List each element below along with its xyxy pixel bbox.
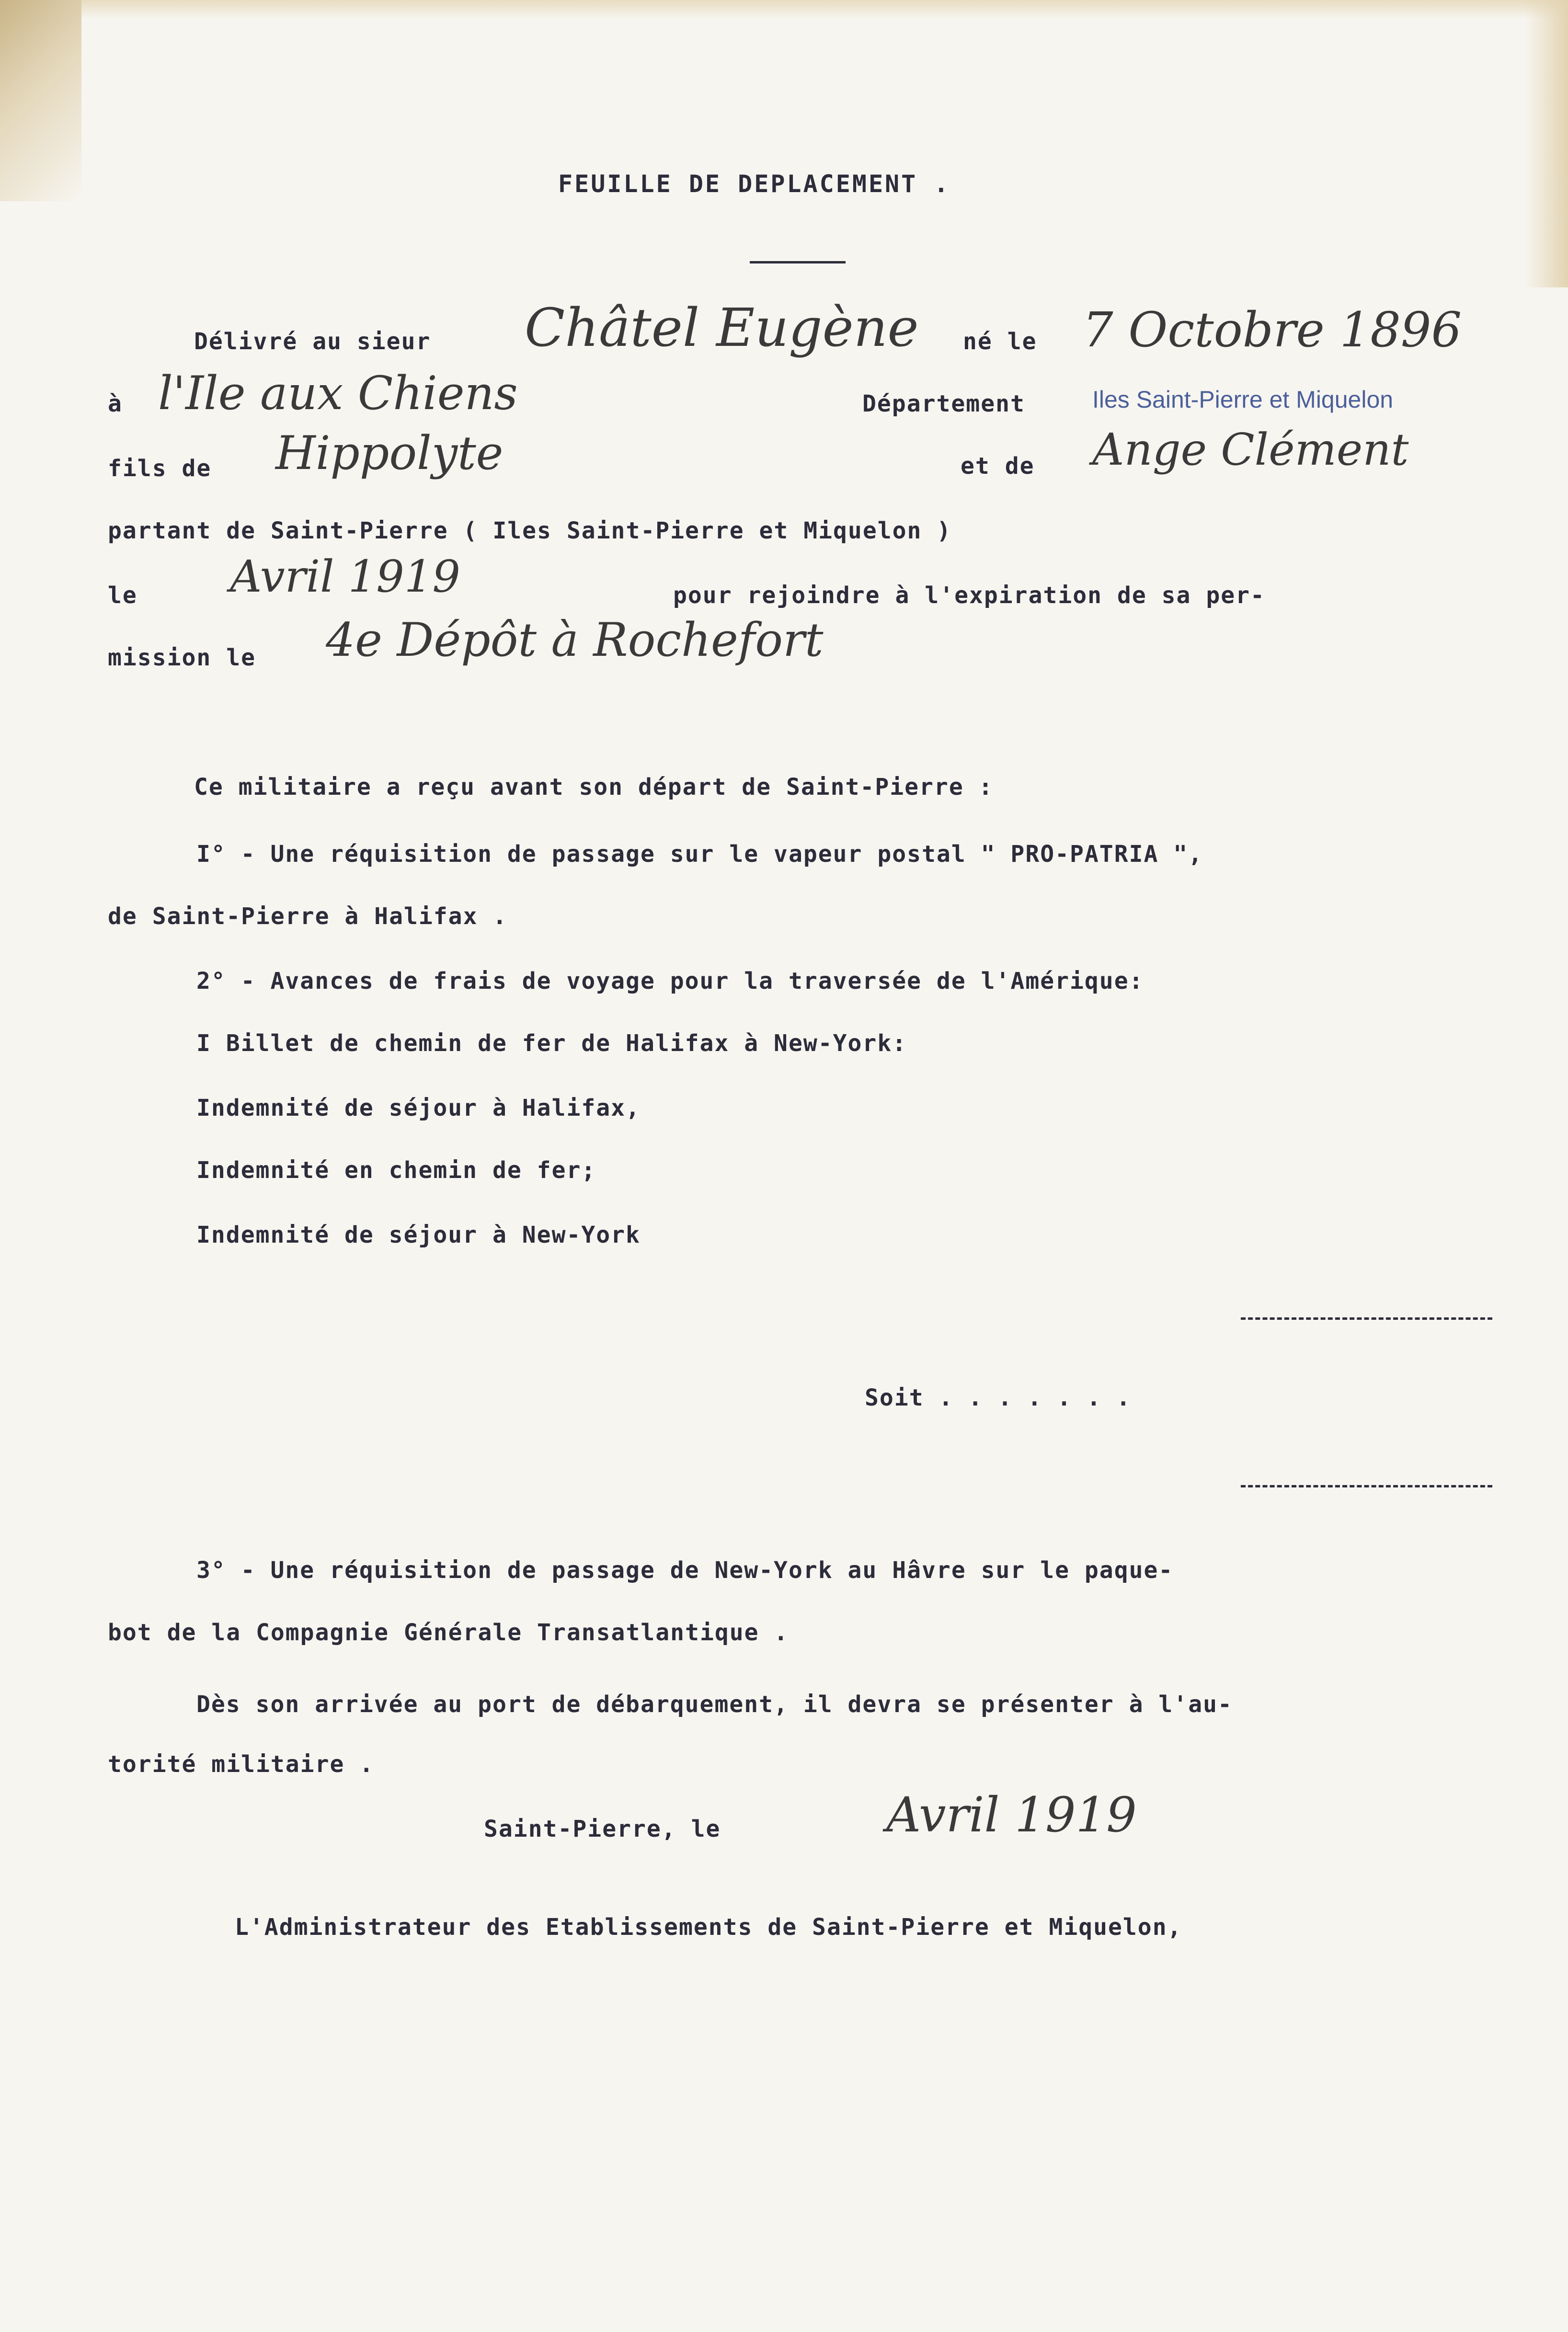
rejoindre-line: pour rejoindre à l'expiration de sa per- — [673, 582, 1265, 609]
ne-value: 7 Octobre 1896 — [1083, 302, 1462, 358]
a-value: l'Ile aux Chiens — [158, 366, 518, 420]
total-rule-top — [1241, 1317, 1492, 1320]
place-label: Saint-Pierre, le — [484, 1816, 721, 1842]
item1-line1: I° - Une réquisition de passage sur le vapeur postal " PRO-PATRIA ", — [196, 841, 1203, 868]
item3-line1: 3° - Une réquisition de passage de New-York au Hâvre sur le paque- — [196, 1557, 1174, 1584]
paper-aging-corner — [0, 0, 81, 201]
delivre-value: Châtel Eugène — [525, 297, 919, 358]
paper-aging-top — [0, 0, 1568, 19]
paper-aging-edge — [1525, 0, 1568, 287]
a-label: à — [108, 390, 123, 417]
sub-item-billet: I Billet de chemin de fer de Halifax à New-York: — [196, 1030, 907, 1057]
fils-value: Hippolyte — [275, 426, 504, 480]
sub-item-sejour-halifax: Indemnité de séjour à Halifax, — [196, 1095, 641, 1121]
sub-item-sejour-new-york: Indemnité de séjour à New-York — [196, 1222, 641, 1248]
item3-line2: bot de la Compagnie Générale Transatlantique . — [108, 1619, 789, 1646]
arrivee-line2: torité militaire . — [108, 1751, 375, 1778]
le-label: le — [108, 582, 137, 609]
title-underline — [750, 261, 846, 263]
item1-line2: de Saint-Pierre à Halifax . — [108, 903, 508, 930]
mission-label: mission le — [108, 644, 256, 671]
partant-line: partant de Saint-Pierre ( Iles Saint-Pierre et Miquelon ) — [108, 517, 952, 544]
fils-label: fils de — [108, 455, 212, 482]
soit-line: Soit . . . . . . . — [865, 1384, 1132, 1411]
le-value: Avril 1919 — [230, 551, 460, 602]
et-de-label: et de — [961, 453, 1035, 480]
signatory-line: L'Administrateur des Etablissements de Saint-Pierre et Miquelon, — [235, 1914, 1182, 1941]
delivre-label: Délivré au sieur — [194, 328, 431, 355]
place-date: Avril 1919 — [886, 1787, 1137, 1843]
intro-line: Ce militaire a reçu avant son départ de Saint-Pierre : — [194, 774, 994, 800]
departement-label: Département — [862, 390, 1025, 417]
document-title: FEUILLE DE DEPLACEMENT . — [558, 170, 950, 198]
et-de-value: Ange Clément — [1092, 424, 1409, 475]
mission-value: 4e Dépôt à Rochefort — [326, 613, 824, 667]
arrivee-line1: Dès son arrivée au port de débarquement, il devra se présenter à l'au- — [196, 1691, 1233, 1718]
departement-stamp: Iles Saint-Pierre et Miquelon — [1092, 386, 1394, 413]
sub-item-chemin-de-fer: Indemnité en chemin de fer; — [196, 1157, 596, 1184]
item2-line1: 2° - Avances de frais de voyage pour la traversée de l'Amérique: — [196, 968, 1144, 995]
ne-label: né le — [963, 328, 1037, 355]
total-rule-bottom — [1241, 1485, 1492, 1487]
